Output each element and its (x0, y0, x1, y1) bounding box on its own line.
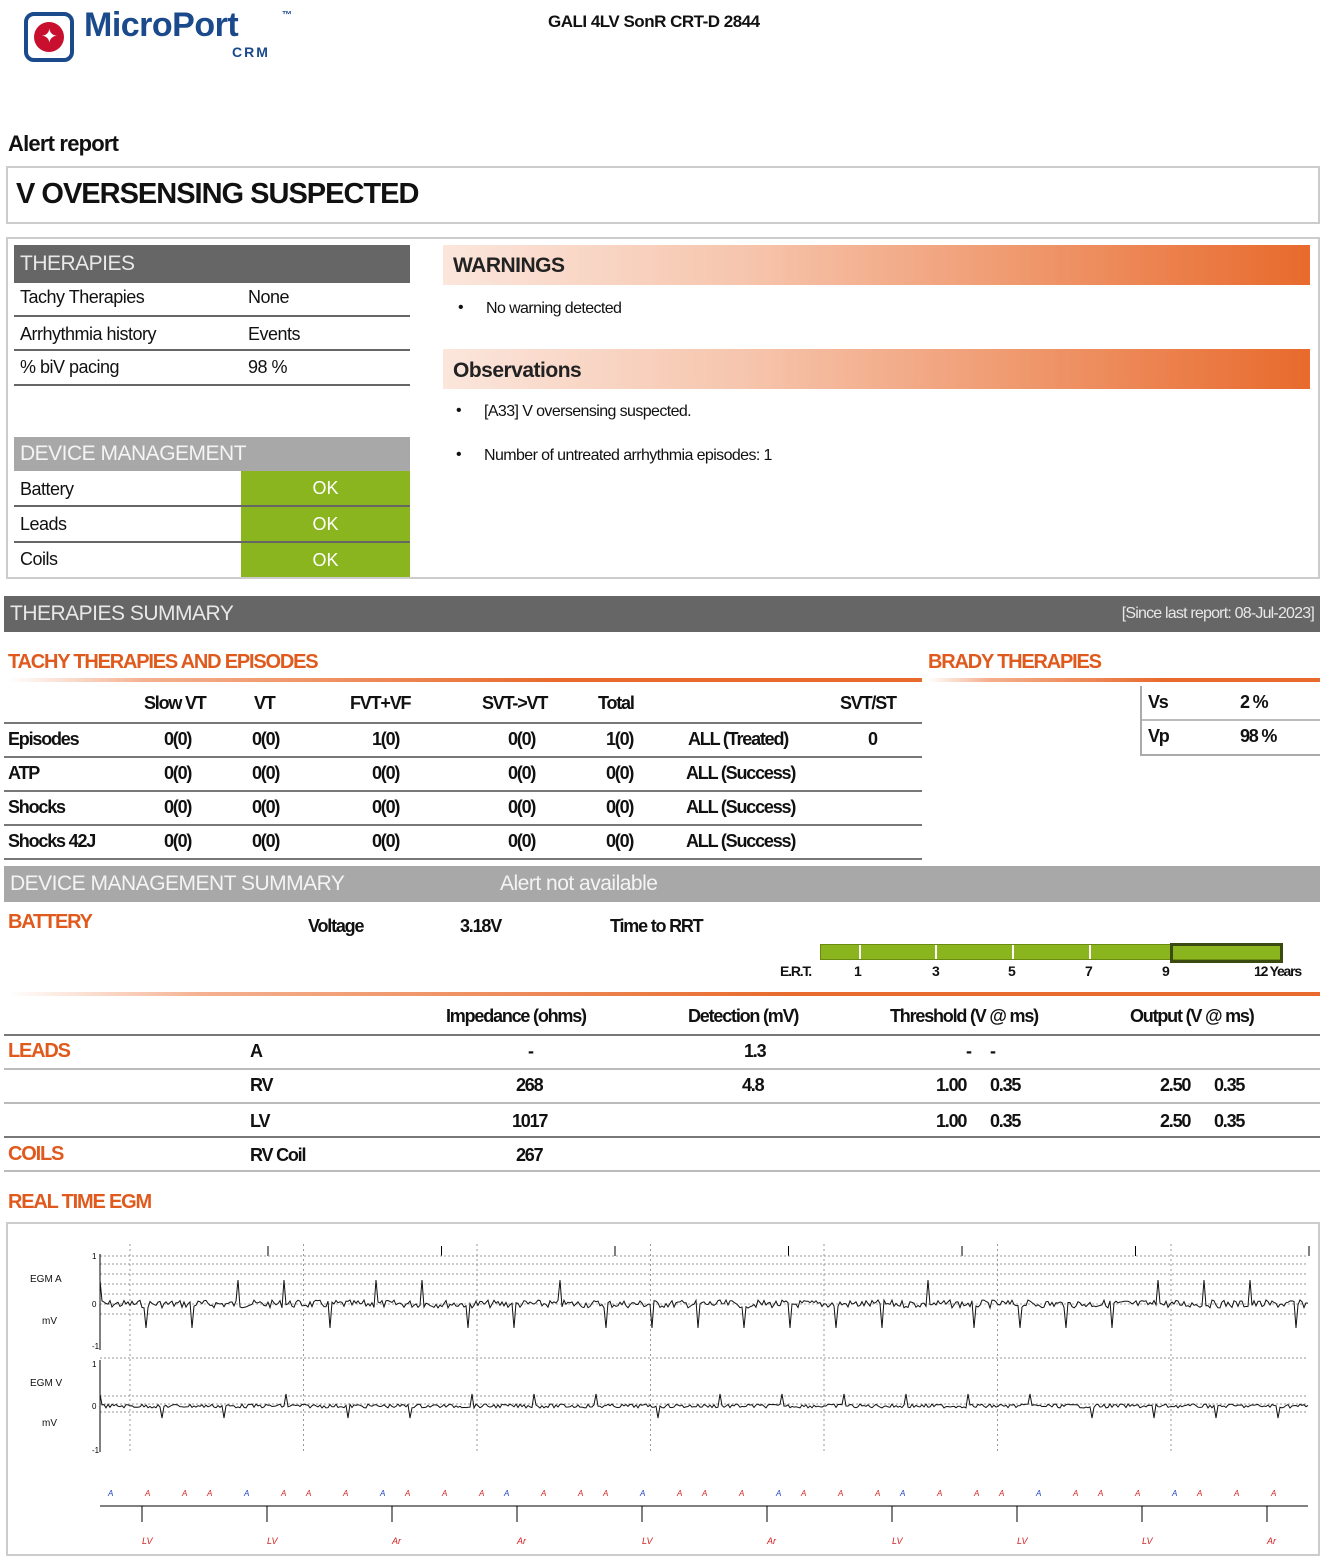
therapy-label: Arrhythmia history (20, 324, 157, 344)
therapy-value: 98 % (248, 357, 288, 377)
row-label: ATP (8, 763, 40, 783)
leads-col-header: Detection (mV) (688, 1006, 799, 1026)
row-divider (4, 1068, 1320, 1070)
scale-label: E.R.T. (780, 963, 811, 979)
cell: 0(0) (252, 763, 280, 783)
egm-marker: A (640, 1489, 646, 1498)
cell: ALL (Success) (686, 831, 796, 851)
egm-marker: A (974, 1489, 980, 1498)
egm-marker: A (380, 1489, 386, 1498)
cell: 0(0) (372, 831, 400, 851)
egm-marker: A (1271, 1489, 1277, 1498)
gauge-tick (1089, 945, 1091, 959)
tachy-divider (8, 678, 922, 682)
row-divider (4, 1034, 1320, 1036)
leads-col-header: Impedance (ohms) (446, 1006, 586, 1026)
egm-marker: A (145, 1489, 151, 1498)
dm-summary-bar (4, 866, 1320, 902)
egm-marker: A (244, 1489, 250, 1498)
egm-tick-label: 1 (92, 1360, 97, 1369)
lead-threshold-ms: 0.35 (990, 1111, 1021, 1131)
battery-divider (8, 992, 1320, 996)
brady-title: BRADY THERAPIES (928, 651, 1101, 673)
row-label: Shocks (8, 797, 65, 817)
therapy-label: Tachy Therapies (20, 287, 145, 307)
dm-row (14, 471, 410, 507)
gauge-tick (1012, 945, 1014, 959)
col-header: Slow VT (144, 693, 206, 713)
egm-marker: A (108, 1489, 114, 1498)
therapies-summary-bar (4, 596, 1320, 632)
lead-output-ms: 0.35 (1214, 1111, 1245, 1131)
scale-label: 9 (1162, 963, 1169, 979)
egm-marker-label: LV (642, 1536, 653, 1546)
dm-row (14, 543, 410, 577)
cell: 0 (868, 729, 877, 749)
row-label: Episodes (8, 729, 79, 749)
row-divider (4, 1102, 1320, 1104)
device-title: GALI 4LV SonR CRT-D 2844 (548, 12, 760, 31)
egm-marker: A (739, 1489, 745, 1498)
rrt-label: Time to RRT (610, 916, 703, 936)
egm-marker: A (1197, 1489, 1203, 1498)
egm-marker: A (479, 1489, 485, 1498)
therapy-value: Events (248, 324, 301, 344)
row-label: Shocks 42J (8, 831, 96, 851)
cell: 0(0) (508, 831, 536, 851)
lead-output-v: 2.50 (1160, 1075, 1191, 1095)
leads-col-header: Threshold (V @ ms) (890, 1006, 1038, 1026)
report-label: Alert report (8, 131, 119, 156)
battery-gauge (820, 944, 1282, 960)
egm-marker: A (1135, 1489, 1141, 1498)
coils-title: COILS (8, 1143, 64, 1165)
egm-marker: A (1172, 1489, 1178, 1498)
egm-marker: A (900, 1489, 906, 1498)
therapy-row (14, 317, 410, 351)
egm-marker: A (207, 1489, 213, 1498)
lead-detection: 1.3 (744, 1041, 766, 1061)
egm-marker-label: Ar (392, 1536, 401, 1546)
row-divider (4, 858, 922, 860)
lead-label: RV (250, 1075, 273, 1095)
egm-tick-label: 1 (92, 1252, 97, 1261)
egm-marker-label: Ar (1267, 1536, 1276, 1546)
row-divider (1142, 719, 1320, 721)
egm-marker: A (281, 1489, 287, 1498)
warnings-header: WARNINGS (443, 245, 1310, 285)
scale-label: 1 (854, 963, 861, 979)
therapy-row (14, 351, 410, 386)
lead-output-ms: 0.35 (1214, 1075, 1245, 1095)
battery-title: BATTERY (8, 911, 92, 933)
egm-tick-label: 0 (92, 1300, 97, 1309)
scale-label: 5 (1008, 963, 1015, 979)
egm-marker-label: LV (267, 1536, 278, 1546)
egm-marker: A (999, 1489, 1005, 1498)
coil-label: RV Coil (250, 1145, 306, 1165)
egm-v-trace (100, 1394, 1308, 1418)
microport-logo-icon (24, 12, 74, 62)
row-divider (4, 722, 922, 724)
cell: 0(0) (606, 831, 634, 851)
col-header: SVT->VT (482, 693, 548, 713)
dm-label: Battery (20, 479, 74, 499)
egm-marker: A (702, 1489, 708, 1498)
microport-logo (24, 6, 292, 62)
cell: 0(0) (164, 797, 192, 817)
egm-marker: A (541, 1489, 547, 1498)
egm-marker-label: LV (892, 1536, 903, 1546)
therapies-header: THERAPIES (14, 245, 410, 283)
lead-impedance: 268 (516, 1075, 543, 1095)
brady-label: Vp (1148, 726, 1169, 746)
egm-marker-label: Ar (767, 1536, 776, 1546)
lead-output-v: 2.50 (1160, 1111, 1191, 1131)
egm-tick-label: -1 (92, 1446, 100, 1455)
dm-summary-status: Alert not available (500, 872, 658, 895)
cell: 0(0) (508, 729, 536, 749)
cell: 0(0) (164, 831, 192, 851)
cell: 0(0) (164, 729, 192, 749)
lead-threshold-ms: 0.35 (990, 1075, 1021, 1095)
egm-marker-label: LV (1017, 1536, 1028, 1546)
col-header: SVT/ST (840, 693, 896, 713)
egm-marker: A (1234, 1489, 1240, 1498)
leads-title: LEADS (8, 1040, 70, 1062)
observations-header: Observations (443, 349, 1310, 389)
egm-title: REAL TIME EGM (8, 1191, 151, 1213)
egm-marker: A (1073, 1489, 1079, 1498)
lead-impedance: 1017 (512, 1111, 548, 1131)
lead-threshold-v: 1.00 (936, 1075, 967, 1095)
egm-marker: A (937, 1489, 943, 1498)
row-divider (4, 1136, 1320, 1138)
brady-value: 2 % (1240, 692, 1268, 712)
egm-tracing (8, 1224, 1318, 1554)
cell: ALL (Success) (686, 763, 796, 783)
egm-marker: A (504, 1489, 510, 1498)
egm-marker: A (838, 1489, 844, 1498)
lead-detection: 4.8 (742, 1075, 764, 1095)
cell: 0(0) (606, 797, 634, 817)
cell: 0(0) (252, 831, 280, 851)
egm-marker: A (1098, 1489, 1104, 1498)
cell: 0(0) (508, 763, 536, 783)
egm-marker: A (182, 1489, 188, 1498)
egm-marker: A (578, 1489, 584, 1498)
therapy-row (14, 283, 410, 317)
battery-status-badge: OK (241, 471, 410, 505)
cell: 1(0) (606, 729, 634, 749)
alert-box (6, 166, 1320, 224)
egm-marker: A (306, 1489, 312, 1498)
egm-tick-label: -1 (92, 1342, 100, 1351)
cell: 1(0) (372, 729, 400, 749)
dm-row (14, 507, 410, 543)
voltage-value: 3.18V (460, 916, 502, 936)
cell: ALL (Success) (686, 797, 796, 817)
leads-status-badge: OK (241, 507, 410, 541)
egm-marker: A (405, 1489, 411, 1498)
cell: 0(0) (252, 797, 280, 817)
tachy-title: TACHY THERAPIES AND EPISODES (8, 651, 318, 673)
scale-label: 3 (932, 963, 939, 979)
alert-title: V OVERSENSING SUSPECTED (16, 178, 419, 210)
egm-marker: A (776, 1489, 782, 1498)
lead-impedance: - (528, 1041, 533, 1061)
battery-level-marker (1170, 943, 1283, 963)
logo-subtitle: CRM (232, 44, 270, 60)
therapy-value: None (248, 287, 290, 307)
brady-divider (928, 678, 1320, 682)
col-header: FVT+VF (350, 693, 411, 713)
egm-marker: A (1036, 1489, 1042, 1498)
observation-item: • [A33] V oversensing suspected. (484, 403, 691, 421)
voltage-label: Voltage (308, 916, 364, 936)
egm-marker-label: LV (1142, 1536, 1153, 1546)
since-last-report: [Since last report: 08-Jul-2023] (1121, 605, 1314, 622)
cell: 0(0) (164, 763, 192, 783)
scale-label: 7 (1085, 963, 1092, 979)
brady-value: 98 % (1240, 726, 1277, 746)
logo-tm: ™ (282, 10, 292, 21)
row-divider (4, 756, 922, 758)
egm-marker-label: LV (142, 1536, 153, 1546)
egm-ch2-name: EGM V (30, 1378, 63, 1389)
brady-label: Vs (1148, 692, 1168, 712)
row-divider (4, 790, 922, 792)
egm-marker: A (442, 1489, 448, 1498)
observation-item: • Number of untreated arrhythmia episodes: 1 (484, 447, 772, 465)
lead-label: LV (250, 1111, 270, 1131)
egm-marker: A (801, 1489, 807, 1498)
cell: 0(0) (372, 797, 400, 817)
logo-text: MicroPort (84, 6, 239, 44)
col-header: Total (598, 693, 634, 713)
egm-marker: A (603, 1489, 609, 1498)
gauge-tick (859, 945, 861, 959)
dm-label: Coils (20, 549, 58, 569)
lead-threshold-v: - (966, 1041, 971, 1061)
device-management-header: DEVICE MANAGEMENT (14, 437, 410, 471)
therapies-table (14, 283, 410, 386)
leads-col-header: Output (V @ ms) (1130, 1006, 1254, 1026)
cell: 0(0) (606, 763, 634, 783)
dm-label: Leads (20, 514, 67, 534)
lead-threshold-ms: - (990, 1041, 995, 1061)
egm-marker: A (677, 1489, 683, 1498)
gauge-tick (935, 945, 937, 959)
lead-label: A (250, 1041, 262, 1061)
dm-summary-title: DEVICE MANAGEMENT SUMMARY (10, 872, 345, 895)
egm-marker-label: Ar (517, 1536, 526, 1546)
therapies-summary-title: THERAPIES SUMMARY (10, 602, 234, 625)
cell: 0(0) (372, 763, 400, 783)
col-header: VT (254, 693, 275, 713)
egm-panel (6, 1222, 1320, 1556)
egm-tick-label: 0 (92, 1402, 97, 1411)
scale-label: 12 Years (1254, 963, 1301, 979)
cell: 0(0) (508, 797, 536, 817)
row-divider (4, 824, 922, 826)
warning-item: • No warning detected (486, 300, 621, 318)
egm-marker: A (875, 1489, 881, 1498)
therapy-label: % biV pacing (20, 357, 120, 377)
egm-ch1-unit: mV (42, 1316, 57, 1327)
egm-ch1-name: EGM A (30, 1274, 62, 1285)
cell: 0(0) (252, 729, 280, 749)
brady-table (1140, 686, 1320, 756)
egm-ch2-unit: mV (42, 1418, 57, 1429)
lead-threshold-v: 1.00 (936, 1111, 967, 1131)
device-management-table (14, 471, 410, 577)
row-divider (4, 1170, 1320, 1172)
egm-marker: A (343, 1489, 349, 1498)
cell: ALL (Treated) (688, 729, 789, 749)
coils-status-badge: OK (241, 543, 410, 577)
coil-impedance: 267 (516, 1145, 543, 1165)
